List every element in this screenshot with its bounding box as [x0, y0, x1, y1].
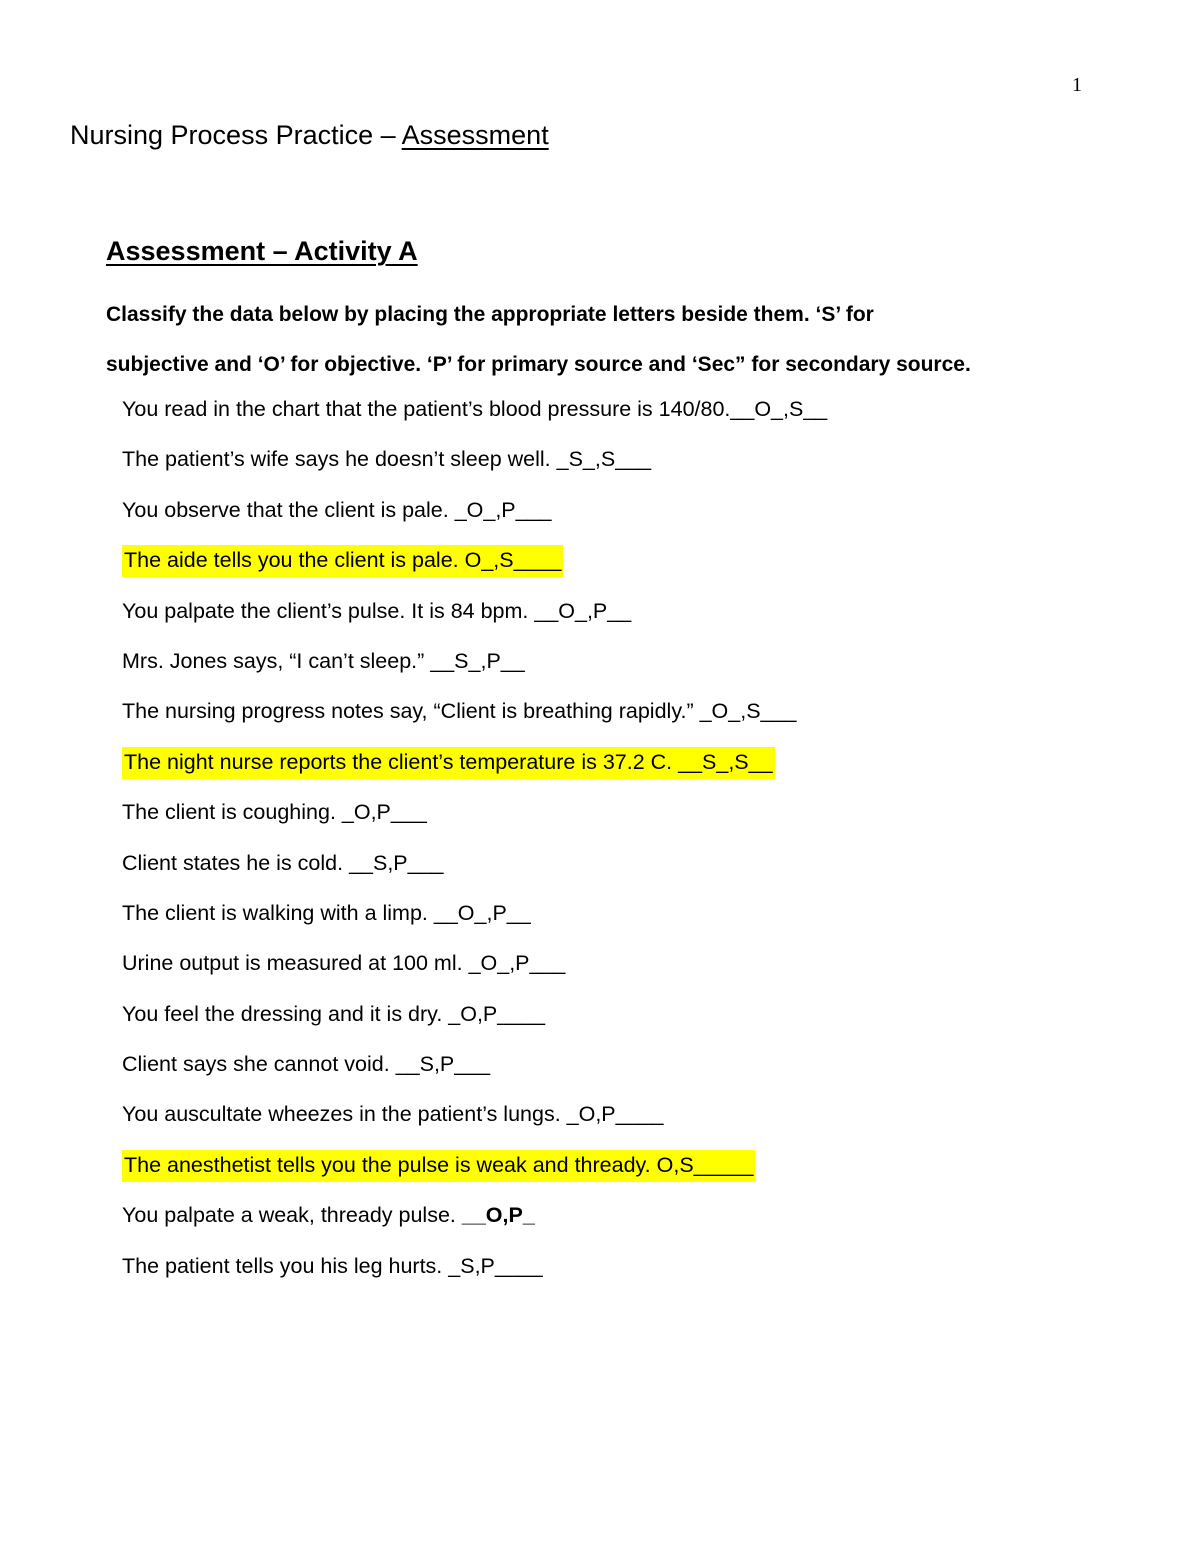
instructions-line-1: Classify the data below by placing the appropriate letters beside them. ‘S’ for	[106, 303, 874, 326]
item-statement: The client is walking with a limp.	[122, 900, 434, 925]
list-item	[122, 1089, 827, 1139]
highlighted-item-text	[122, 545, 563, 577]
highlighted-item-text	[122, 1150, 755, 1182]
item-answer: _O_,P___	[468, 951, 566, 976]
item-answer: O_,S____	[464, 548, 562, 573]
item-answer: O,S_____	[656, 1152, 754, 1177]
list-item	[122, 535, 827, 585]
item-answer: __O_,P__	[433, 900, 531, 925]
item-answer: __S,P___	[349, 850, 444, 875]
item-answer: __O_,P__	[534, 598, 632, 623]
item-statement: You palpate the client’s pulse. It is 84 bpm.	[122, 598, 535, 623]
item-statement: The nursing progress notes say, “Client is breathing rapidly.”	[122, 699, 700, 724]
item-answer: __S_,P__	[430, 648, 525, 673]
item-statement: You read in the chart that the patient’s blood pressure is 140/80.	[122, 397, 731, 421]
item-text	[122, 951, 565, 975]
list-item	[122, 787, 827, 837]
title-underlined: Assessment	[401, 120, 549, 150]
list-item	[122, 1039, 827, 1089]
item-text	[122, 1203, 535, 1227]
list-item	[122, 938, 827, 988]
item-statement: Mrs. Jones says, “I can’t sleep.”	[122, 648, 431, 673]
instructions	[106, 290, 1106, 390]
list-item	[122, 838, 827, 888]
item-answer: _S_,S___	[556, 447, 652, 472]
item-answer: _O,P___	[341, 800, 427, 825]
list-item	[122, 636, 827, 686]
list-item	[122, 737, 827, 787]
item-text	[122, 800, 427, 824]
item-answer: _O_,S___	[699, 699, 797, 724]
item-statement: You auscultate wheezes in the patient’s lungs.	[122, 1102, 567, 1127]
item-text	[122, 599, 631, 623]
item-statement: The night nurse reports the client’s temperature is 37.2 C.	[124, 749, 679, 774]
item-statement: The patient tells you his leg hurts.	[122, 1253, 449, 1278]
item-text	[122, 447, 651, 471]
list-item	[122, 1190, 827, 1240]
list-item	[122, 586, 827, 636]
item-answer: __S,P___	[395, 1052, 491, 1077]
item-text	[122, 901, 531, 925]
item-statement: The patient’s wife says he doesn’t sleep well.	[122, 447, 557, 472]
item-statement: Urine output is measured at 100 ml.	[122, 951, 469, 976]
list-item	[122, 686, 827, 736]
item-text	[122, 1254, 543, 1278]
item-text	[122, 1102, 663, 1126]
title-prefix: Nursing Process Practice –	[70, 120, 402, 150]
item-statement: Client states he is cold.	[122, 850, 350, 875]
item-text	[122, 1052, 490, 1076]
list-item	[122, 888, 827, 938]
section-heading: Assessment – Activity A	[106, 236, 418, 266]
item-text	[122, 851, 444, 875]
item-statement: You palpate a weak, thready pulse.	[122, 1203, 462, 1228]
item-statement: The client is coughing.	[122, 800, 342, 825]
item-answer: _O,P____	[448, 1001, 546, 1026]
item-statement: The anesthetist tells you the pulse is weak and thready.	[124, 1152, 657, 1177]
item-statement: Client says she cannot void.	[122, 1052, 396, 1077]
list-item	[122, 384, 827, 434]
classification-list	[122, 384, 827, 1291]
item-answer: __O,P_	[461, 1203, 535, 1228]
item-answer: _O_,P___	[454, 497, 552, 522]
item-text	[122, 649, 525, 673]
highlighted-item-text	[122, 747, 775, 779]
item-statement: You observe that the client is pale.	[122, 497, 455, 522]
item-answer: __O_,S__	[730, 397, 828, 421]
item-text	[122, 498, 552, 522]
list-item	[122, 1241, 827, 1291]
list-item	[122, 989, 827, 1039]
item-answer: _O,P____	[566, 1102, 664, 1127]
item-statement: The aide tells you the client is pale.	[124, 548, 465, 573]
item-answer: __S_,S__	[678, 749, 773, 774]
item-text	[122, 397, 827, 421]
page-number: 1	[1072, 74, 1082, 96]
list-item	[122, 485, 827, 535]
list-item	[122, 434, 827, 484]
document-title	[70, 120, 549, 151]
item-text	[122, 699, 796, 723]
instructions-line-2: subjective and ‘O’ for objective. ‘P’ for primary source and ‘Sec” for secondary source.	[106, 353, 971, 376]
item-text	[122, 1002, 545, 1026]
item-statement: You feel the dressing and it is dry.	[122, 1001, 449, 1026]
item-answer: _S,P____	[448, 1253, 543, 1278]
list-item	[122, 1140, 827, 1190]
